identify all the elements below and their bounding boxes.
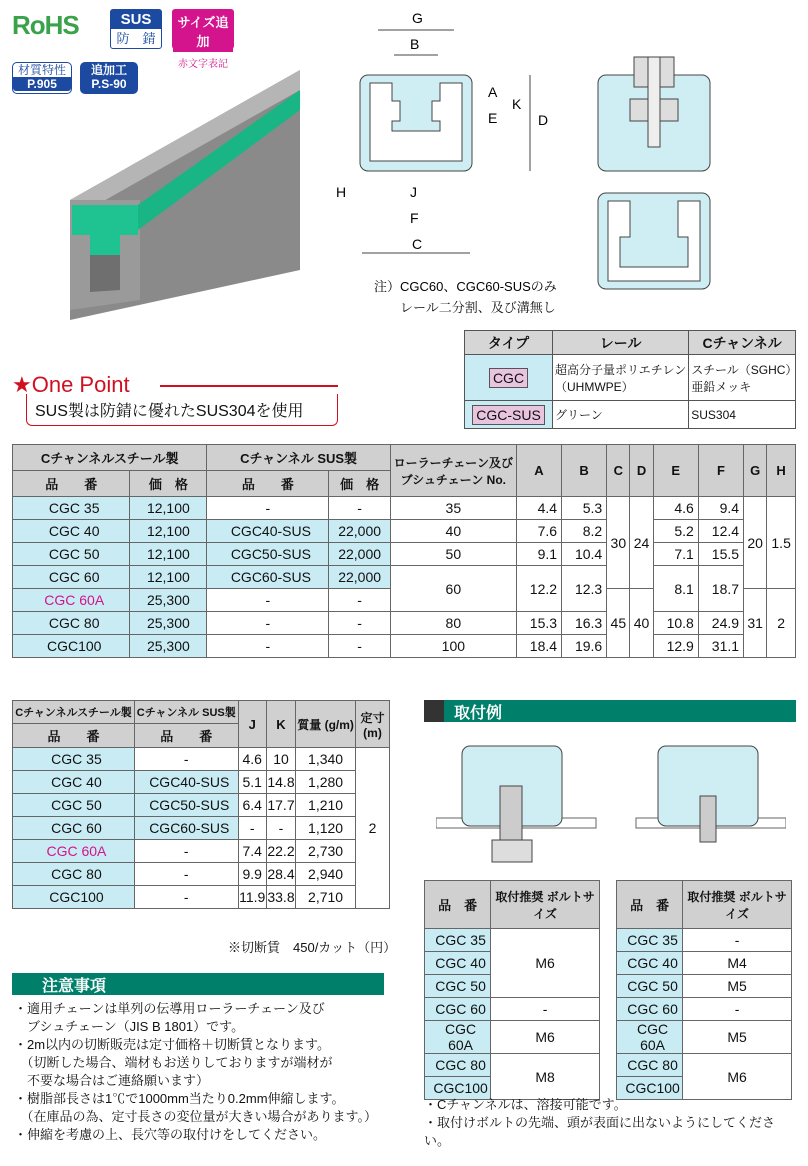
mount-table-left: 品 番 取付推奨 ボルトサイズ CGC 35 M6 CGC 40 CGC 50 CGC 60 - CGC 60A M6 CGC 80 M8 CGC100 — [424, 880, 600, 1100]
type-table: タイプ レール Cチャンネル CGC 超高分子量ポリエチレン（UHMWPE） スチール（SGHC）亜鉛メッキ CGC-SUS グリーン SUS304 — [464, 330, 796, 429]
size-added-badge: サイズ追加 赤文字表記 — [172, 9, 234, 49]
addon-badge[interactable]: 追加工 P.S-90 — [80, 62, 138, 94]
dim-e-label: E — [488, 110, 498, 126]
mount-table-right: 品 番 取付推奨 ボルトサイズ CGC 35 - CGC 40 M4 CGC 50 M5 CGC 60 - CGC 60A M5 CGC 80 M6 CGC100 — [616, 880, 792, 1100]
diagram-note-1: 注）CGC60、CGC60-SUSのみ — [374, 279, 557, 294]
mount-notes: ・Cチャンネルは、溶接可能です。 ・取付けボルトの先端、頭が表面に出ないようにしてください。 — [424, 1097, 776, 1148]
dim-b-label: B — [410, 36, 420, 52]
dim-f-label: F — [410, 210, 419, 226]
cut-fee-note: ※切断賃 450/カット（円） — [228, 940, 397, 955]
type-cgc-tag: CGC — [489, 368, 528, 388]
dimension-diagram — [330, 5, 790, 295]
mount-header: 取付例 — [424, 700, 796, 722]
dim-j-label: J — [410, 184, 417, 200]
product-image — [50, 60, 310, 320]
sus-badge: SUS 防 錆 — [110, 9, 162, 49]
main-spec-table: Cチャンネルスチール製 Cチャンネル SUS製 ローラーチェーン及び ブシュチェーン No. A B C D E F G H 品 番 価 格 品 番 価 格 CGC 35 12,100 - - 35 4.4 5.3 30 24 4.6 9.4 20 1.5 CGC 40 12,100 CGC40-SUS 22,000 40 7.6 8.2 5.2 12.4 CGC 50 12,100 CGC50-SUS 22,000 50 9.1 10.4 7.1 15.5 CGC 60 12,100 CGC60-SUS 22,000 60 12.2 12.3 8.1 18.7 CGC 60A 25,300 - - 45 40 31 2 CGC 80 25,300 - - 80 15.3 16.3 10.8 24.9 CGC100 25,300 - - 100 18.4 19.6 12.9 31.1 — [12, 444, 796, 658]
caution-header: 注意事項 — [12, 973, 384, 995]
dim-d-label: D — [538, 112, 549, 128]
one-point-text: SUS製は防錆に優れたSUS304を使用 — [26, 394, 338, 426]
dim-a-label: A — [488, 84, 498, 100]
one-point-title: ★One Point — [12, 372, 130, 397]
mount-drawings — [436, 736, 786, 866]
one-point-divider — [160, 385, 338, 387]
mass-table: Cチャンネルスチール製 Cチャンネル SUS製 J K 質量 (g/m) 定寸 (m) 品 番 品 番 CGC 35 - 4.6 10 1,340 2 CGC 40 CGC40-SUS 5.1 14.8 1,280 CGC 50 CGC50-SUS 6.4 17.7 1,210 CGC 60 CGC60-SUS - - 1,120 CGC 60A - 7.4 22.2 2,730 CGC 80 - 9.9 28.4 2,940 CGC100 - 11.9 33.8 2,710 — [12, 700, 390, 909]
dim-k-label: K — [512, 96, 522, 112]
material-badge[interactable]: 材質特性 P.905 — [12, 62, 72, 94]
diagram-note-2: レール二分割、及び溝無し — [400, 300, 556, 315]
type-cgc-sus-tag: CGC-SUS — [472, 405, 545, 425]
dim-h-label: H — [336, 184, 347, 200]
caution-notes: ・適用チェーンは単列の伝導用ローラーチェーン及び ブシュチェーン（JIS B 1801）です。 ・2m以内の切断販売は定寸価格＋切断賃となります。 （切断した場合、端材もお送りしておりますが端材が 不要な場合はご連絡願います） ・樹脂部長さは1℃で1000mm当たり0.2mm伸縮します。 （在庫品の為、定寸長さの変位量が大きい場合があります。） ・伸縮を考慮の上、長穴等の取付けをしてください。 — [14, 1001, 377, 1142]
dim-g-label: G — [412, 10, 423, 26]
rohs-logo: RoHS — [12, 10, 79, 40]
dim-c-label: C — [412, 236, 423, 252]
